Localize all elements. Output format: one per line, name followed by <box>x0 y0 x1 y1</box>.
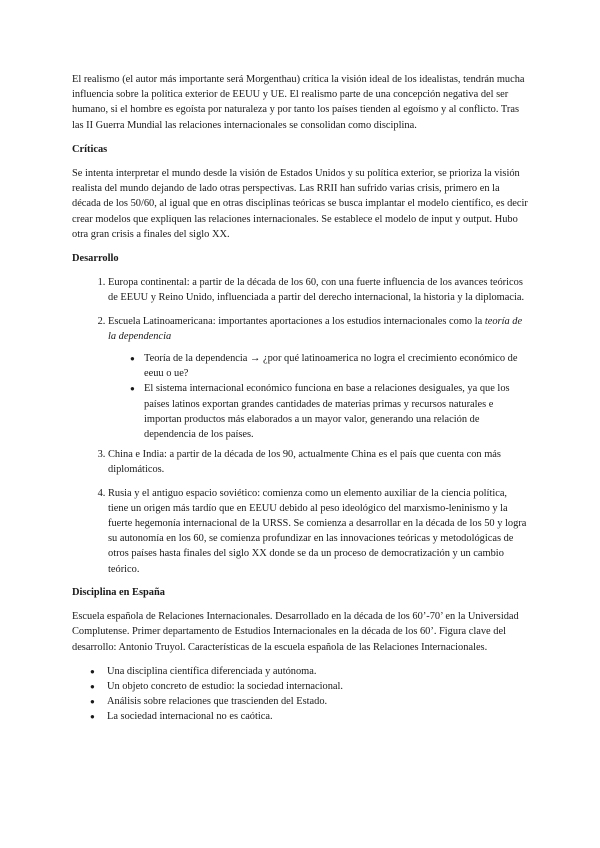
desarrollo-list <box>72 275 528 577</box>
list-item-latinoamerica <box>108 314 528 443</box>
espana-bullet-list <box>72 664 528 725</box>
list-item-text: China e India: a partir de la década de los 90, actualmente China es el país que cuenta con más diplomáticos. <box>108 449 501 476</box>
sublist-item: ● El sistema internacional económico funciona en base a relaciones desiguales, ya que los países latinos exportan grandes cantidades de materias primas y recursos naturales e importan productos más elaborados a un mayor valor, generando una relación de dependencia de los países. <box>130 381 528 442</box>
heading-criticas: Críticas <box>72 143 108 155</box>
heading-desarrollo: Desarrollo <box>72 253 119 265</box>
bullet-item: ● Una disciplina científica diferenciada y autónoma. <box>90 664 528 679</box>
criticas-paragraph: Se intenta interpretar el mundo desde la visión de Estados Unidos y su política exterior, se prioriza la visión realista del mundo dejando de lado otras perspectivas. Las RRII han sufrido varias crisis, primero en la década de los 50/60, al igual que en otras disciplinas teóricas se busca implantar el modelo científico, es decir crear modelos que expliquen las relaciones internacionales. Se establece el modelo de input y output. Hubo otra gran crisis a finales del siglo XX. <box>72 168 528 240</box>
italic-term: teoría de la dependencia <box>108 315 523 342</box>
list-item-text: Rusia y el antiguo espacio soviético: comienza como un elemento auxiliar de la ciencia política, tiene un origen más tardío que en EEUU debido al peso ideológico del marxismo-leninismo y la fuerte hegemonía internacional de la URSS. Se comienza a desarrollar en la década de los 50 y logra su autonomía en los 60, se comienza profundizar en las innovaciones teóricas y metodológicas de otros países hasta finales del siglo XX donde se da un proceso de democratización y un cambio teórico. <box>108 487 527 575</box>
intro-paragraph: El realismo (el autor más importante será Morgenthau) crítica la visión ideal de los idealistas, tendrán mucha influencia sobre la política exterior de EEUU y UE. El realismo parte de una concepción negativa del ser humano, si el hombre es egoísta por naturaleza y por tanto los países tienden al egoísmo y al conflicto. Tras las II Guerra Mundial las relaciones internacionales se consolidan como disciplina. <box>72 74 525 131</box>
bullet-item: ● Análisis sobre relaciones que trascienden del Estado. <box>90 694 528 709</box>
sublist-item: ● Teoría de la dependencia → ¿por qué latinoamerica no logra el crecimiento económico de eeuu o ue? <box>130 351 528 381</box>
list-item-text: Escuela Latinoamericana: importantes aportaciones a los estudios internacionales como la <box>108 315 485 327</box>
dependencia-sublist <box>108 351 528 442</box>
document-page <box>72 72 528 725</box>
list-item-text: Europa continental: a partir de la década de los 60, con una fuerte influencia de los avances teóricos de EEUU y Reino Unido, influenciada a partir del derecho internacional, la historia y la diplomacia. <box>108 277 525 304</box>
bullet-item: ● La sociedad internacional no es caótica. <box>90 709 528 724</box>
list-item-china-india <box>108 447 528 477</box>
list-item-rusia <box>108 486 528 577</box>
espana-paragraph: Escuela española de Relaciones Internacionales. Desarrollado en la década de los 60’-70’ en la Universidad Complutense. Primer departamento de Estudios Internacionales en la década de los 60’. Figura clave del desarrollo: Antonio Truyol. Características de la escuela española de las Relaciones Internacionales. <box>72 611 519 653</box>
heading-espana: Disciplina en España <box>72 586 165 598</box>
list-item-europa <box>108 275 528 305</box>
bullet-item: ● Un objeto concreto de estudio: la sociedad internacional. <box>90 679 528 694</box>
